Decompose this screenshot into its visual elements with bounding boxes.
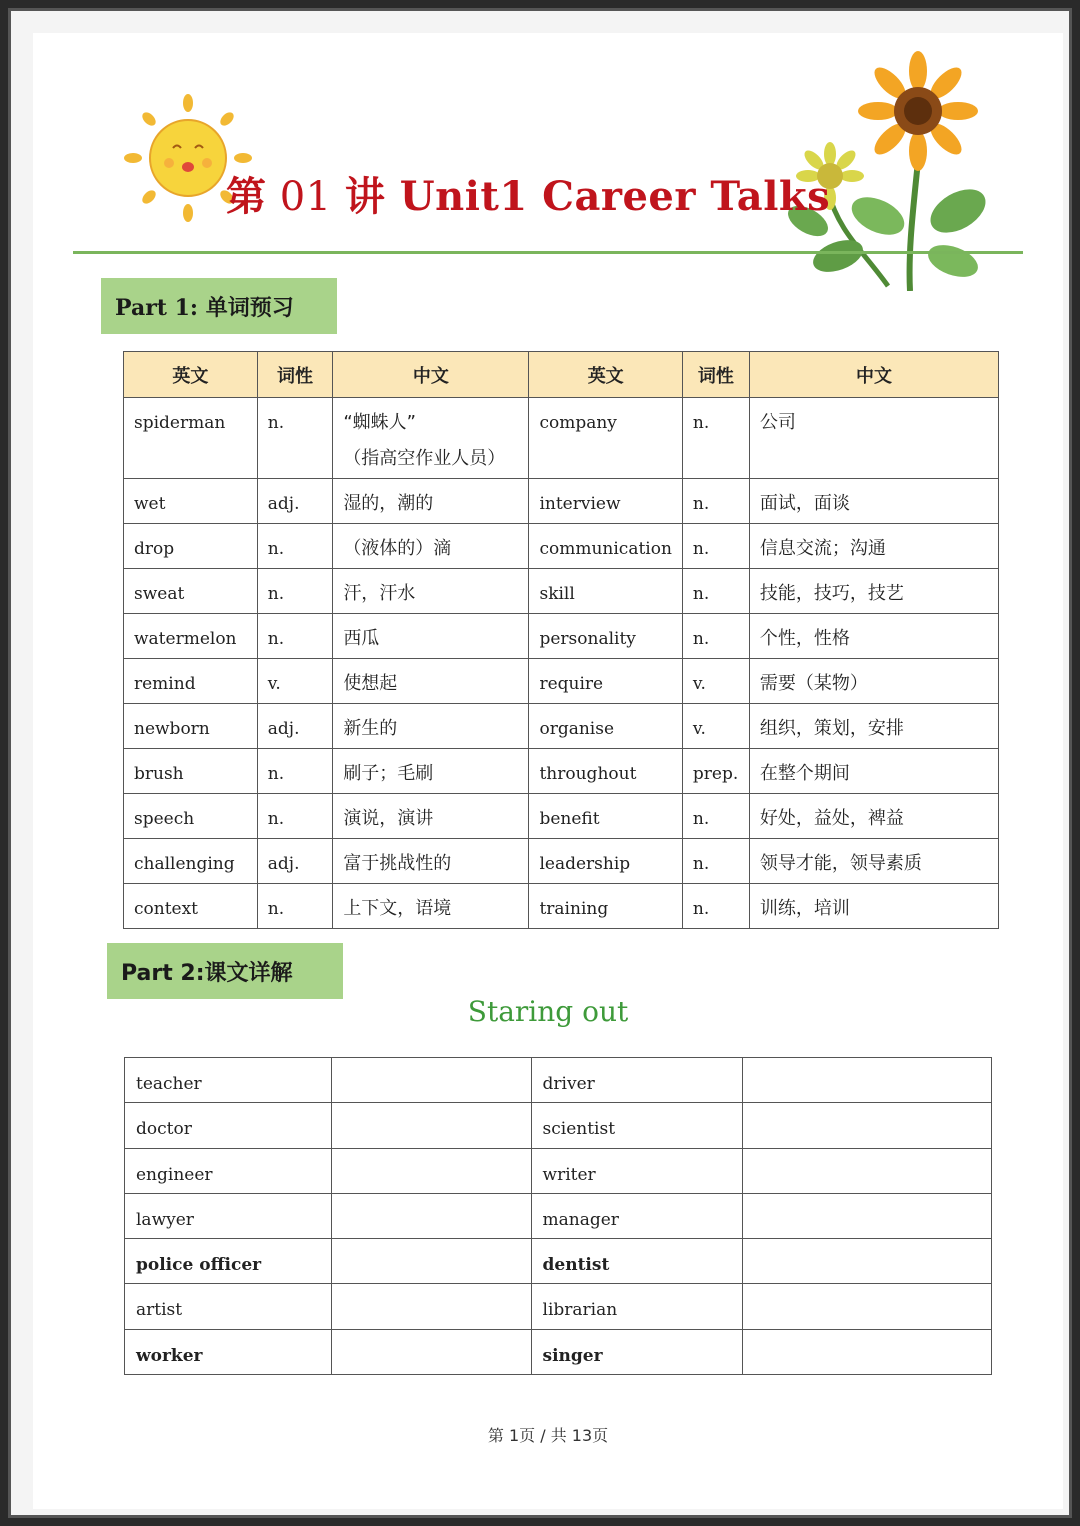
column-header: 中文 <box>749 352 998 398</box>
chinese-meaning: 刷子；毛刷 <box>333 749 529 794</box>
english-word: training <box>529 884 682 929</box>
career-word: dentist <box>531 1239 743 1284</box>
english-word: leadership <box>529 839 682 884</box>
chinese-meaning: 湿的，潮的 <box>333 479 529 524</box>
english-word: watermelon <box>124 614 258 659</box>
table-row <box>124 569 999 614</box>
career-word: artist <box>125 1284 332 1329</box>
chinese-meaning: 技能，技巧，技艺 <box>749 569 998 614</box>
part-of-speech: n. <box>682 398 749 479</box>
part-of-speech: adj. <box>257 479 333 524</box>
chinese-meaning <box>333 398 529 479</box>
career-word: lawyer <box>125 1193 332 1238</box>
chinese-meaning-line1: “蜘蛛人” <box>343 412 416 433</box>
blank-answer-cell[interactable] <box>743 1193 992 1238</box>
part-of-speech: adj. <box>257 704 333 749</box>
column-header: 词性 <box>257 352 333 398</box>
blank-answer-cell[interactable] <box>743 1284 992 1329</box>
vocabulary-header-row <box>124 352 999 398</box>
chinese-meaning: 汗，汗水 <box>333 569 529 614</box>
english-word: sweat <box>124 569 258 614</box>
table-row <box>125 1148 992 1193</box>
chinese-meaning: 需要（某物） <box>749 659 998 704</box>
part-of-speech: n. <box>257 569 333 614</box>
chinese-meaning: 上下文，语境 <box>333 884 529 929</box>
english-word: wet <box>124 479 258 524</box>
blank-answer-cell[interactable] <box>331 1148 531 1193</box>
english-word: interview <box>529 479 682 524</box>
chinese-meaning: 领导才能，领导素质 <box>749 839 998 884</box>
chinese-meaning: 好处，益处，裨益 <box>749 794 998 839</box>
column-header: 英文 <box>124 352 258 398</box>
career-word: driver <box>531 1058 743 1103</box>
english-word: drop <box>124 524 258 569</box>
blank-answer-cell[interactable] <box>331 1193 531 1238</box>
part-of-speech: n. <box>257 398 333 479</box>
table-row <box>124 704 999 749</box>
part1-banner: Part 1: 单词预习 <box>101 278 337 334</box>
part-of-speech: n. <box>257 524 333 569</box>
english-word: require <box>529 659 682 704</box>
table-row <box>124 884 999 929</box>
table-row <box>124 479 999 524</box>
career-word: librarian <box>531 1284 743 1329</box>
title-suffix: 讲 Unit1 Career Talks <box>344 173 831 220</box>
section-subtitle: Staring out <box>467 995 629 1028</box>
document-page <box>33 33 1063 1509</box>
english-word: newborn <box>124 704 258 749</box>
part-of-speech: n. <box>682 569 749 614</box>
vocabulary-table <box>123 351 999 929</box>
career-word: worker <box>125 1329 332 1374</box>
english-word: organise <box>529 704 682 749</box>
chinese-meaning: 面试，面谈 <box>749 479 998 524</box>
chinese-meaning: 个性，性格 <box>749 614 998 659</box>
chinese-meaning: 新生的 <box>333 704 529 749</box>
table-row <box>124 524 999 569</box>
table-row <box>125 1103 992 1148</box>
english-word: spiderman <box>124 398 258 479</box>
career-word: engineer <box>125 1148 332 1193</box>
english-word: challenging <box>124 839 258 884</box>
table-row <box>124 659 999 704</box>
part-of-speech: n. <box>682 884 749 929</box>
english-word: context <box>124 884 258 929</box>
table-row <box>124 749 999 794</box>
chinese-meaning: 富于挑战性的 <box>333 839 529 884</box>
table-row <box>124 614 999 659</box>
career-word: doctor <box>125 1103 332 1148</box>
english-word: company <box>529 398 682 479</box>
careers-table <box>124 1057 992 1375</box>
page-number: 第 1页 / 共 13页 <box>487 1426 609 1445</box>
english-word: speech <box>124 794 258 839</box>
table-row <box>124 398 999 479</box>
blank-answer-cell[interactable] <box>743 1103 992 1148</box>
english-word: remind <box>124 659 258 704</box>
blank-answer-cell[interactable] <box>331 1103 531 1148</box>
chinese-meaning-line2: （指高空作业人员） <box>343 448 506 469</box>
part2-banner: Part 2:课文详解 <box>107 943 343 999</box>
part-of-speech: n. <box>257 884 333 929</box>
english-word: brush <box>124 749 258 794</box>
part-of-speech: n. <box>257 794 333 839</box>
blank-answer-cell[interactable] <box>331 1058 531 1103</box>
english-word: communication <box>529 524 682 569</box>
table-row <box>125 1284 992 1329</box>
title-number: 01 <box>266 174 345 220</box>
table-row <box>124 794 999 839</box>
column-header: 中文 <box>333 352 529 398</box>
part-of-speech: n. <box>682 524 749 569</box>
title-prefix: 第 <box>226 173 267 220</box>
chinese-meaning: 演说，演讲 <box>333 794 529 839</box>
column-header: 英文 <box>529 352 682 398</box>
chinese-meaning: 训练，培训 <box>749 884 998 929</box>
part-of-speech: prep. <box>682 749 749 794</box>
english-word: benefit <box>529 794 682 839</box>
part-of-speech: n. <box>682 614 749 659</box>
blank-answer-cell[interactable] <box>331 1284 531 1329</box>
table-row <box>125 1193 992 1238</box>
chinese-meaning: 西瓜 <box>333 614 529 659</box>
table-row <box>124 839 999 884</box>
blank-answer-cell[interactable] <box>743 1148 992 1193</box>
career-word: police officer <box>125 1239 332 1284</box>
part-of-speech: adj. <box>257 839 333 884</box>
part-of-speech: n. <box>682 794 749 839</box>
blank-answer-cell[interactable] <box>743 1239 992 1284</box>
title-divider <box>73 251 1023 254</box>
english-word: personality <box>529 614 682 659</box>
part-of-speech: v. <box>682 704 749 749</box>
table-row <box>125 1058 992 1103</box>
lesson-title <box>226 165 830 222</box>
column-header: 词性 <box>682 352 749 398</box>
blank-answer-cell[interactable] <box>331 1239 531 1284</box>
part-of-speech: n. <box>682 479 749 524</box>
part-of-speech: v. <box>682 659 749 704</box>
chinese-meaning: （液体的）滴 <box>333 524 529 569</box>
blank-answer-cell[interactable] <box>331 1329 531 1374</box>
career-word: writer <box>531 1148 743 1193</box>
career-word: scientist <box>531 1103 743 1148</box>
part-of-speech: n. <box>257 614 333 659</box>
english-word: skill <box>529 569 682 614</box>
table-row <box>125 1329 992 1374</box>
chinese-meaning: 组织，策划，安排 <box>749 704 998 749</box>
blank-answer-cell[interactable] <box>743 1329 992 1374</box>
part-of-speech: v. <box>257 659 333 704</box>
chinese-meaning: 公司 <box>749 398 998 479</box>
blank-answer-cell[interactable] <box>743 1058 992 1103</box>
english-word: throughout <box>529 749 682 794</box>
table-row <box>125 1239 992 1284</box>
chinese-meaning: 使想起 <box>333 659 529 704</box>
part-of-speech: n. <box>682 839 749 884</box>
career-word: teacher <box>125 1058 332 1103</box>
chinese-meaning: 在整个期间 <box>749 749 998 794</box>
page-frame <box>8 8 1072 1518</box>
part-of-speech: n. <box>257 749 333 794</box>
chinese-meaning: 信息交流；沟通 <box>749 524 998 569</box>
career-word: singer <box>531 1329 743 1374</box>
career-word: manager <box>531 1193 743 1238</box>
